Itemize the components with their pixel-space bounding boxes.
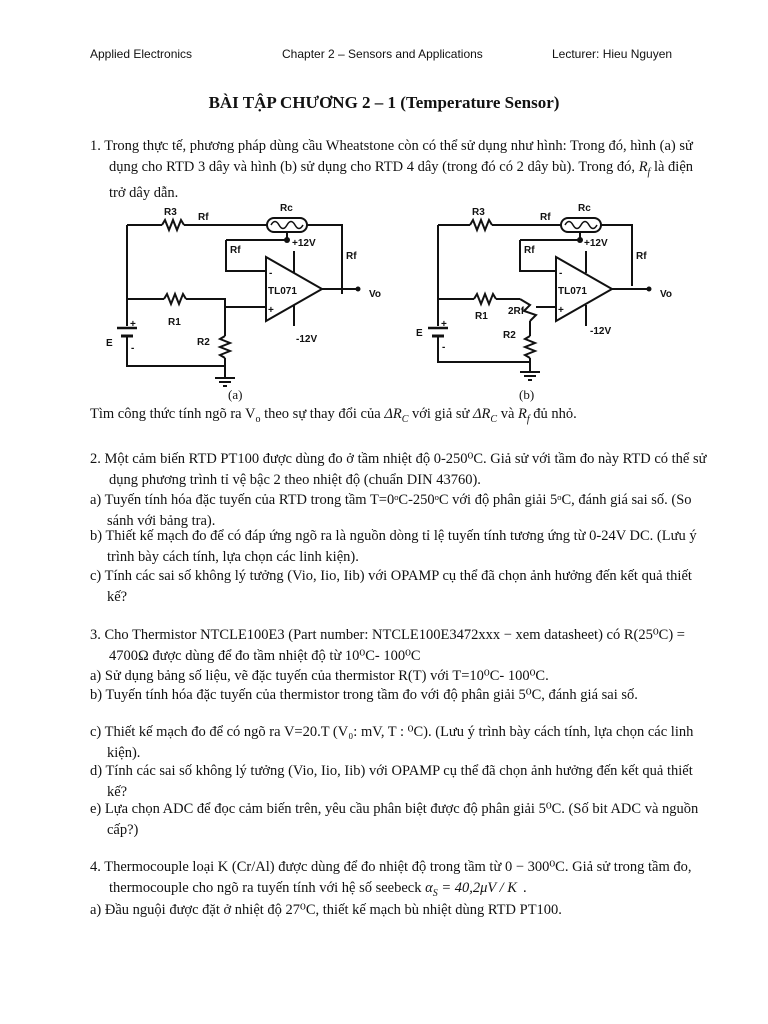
label-bat-minus-b: -	[442, 342, 446, 353]
question-2b: b) Thiết kế mạch đo để có đáp ứng ngõ ra là nguồn dòng tỉ lệ tuyến tính tương ứng từ 0-24V DC. (Lưu ý trình bày cách tính, lựa chọn các linh kiện).	[90, 528, 697, 565]
question-3-intro: 3. Cho Thermistor NTCLE100E3 (Part number: NTCLE100E3472xxx − xem datasheet) có R(25⁰C) = 4700Ω được dùng để đo tầm nhiệt độ từ 10⁰C- 100⁰C	[90, 627, 685, 664]
label-r3-b: R3	[472, 207, 485, 218]
label-rf-right-a: Rf	[346, 251, 357, 262]
question-3b: b) Tuyến tính hóa đặc tuyến của thermistor trong tầm đo với độ phân giải 5⁰C, đánh giá sai số.	[90, 687, 638, 703]
question-4-intro	[90, 857, 709, 904]
label-vo-b: Vo	[660, 289, 673, 300]
label-rf-right-b: Rf	[636, 251, 647, 262]
seebeck-value: = 40,2μV / K	[437, 880, 517, 896]
label-opamp-a: TL071	[268, 286, 297, 297]
label-minus12-b: -12V	[590, 326, 612, 337]
label-minus-a: -	[269, 268, 273, 279]
label-minus12-a: -12V	[296, 334, 318, 345]
rf-subscript: f	[647, 166, 651, 178]
q4-intro-end: .	[522, 880, 527, 896]
rf-subscript-2: f	[526, 413, 530, 425]
question-2c: c) Tính các sai số không lý tưởng (Vio, Iio, Iib) với OPAMP cụ thể đã chọn ảnh hưởng đến kết quả thiết kế?	[90, 568, 692, 605]
question-1-find	[90, 404, 710, 430]
circuit-a	[117, 218, 361, 386]
rf-symbol: R	[638, 159, 648, 175]
caption-b: (b)	[519, 387, 535, 402]
and-word: và	[500, 406, 515, 422]
question-3a: a) Sử dụng bảng số liệu, vẽ đặc tuyến của thermistor R(T) với T=10⁰C- 100⁰C.	[90, 668, 549, 684]
question-2-intro: 2. Một cảm biến RTD PT100 được dùng đo ở tầm nhiệt độ 0-250⁰C. Giả sử với tầm đo này RTD có thể sử dụng phương trình tỉ vệ bậc 2 theo nhiệt độ (chuẩn DIN 43760).	[90, 451, 707, 488]
page-title: BÀI TẬP CHƯƠNG 2 – 1 (Temperature Sensor)	[208, 93, 560, 112]
label-bat-plus-a: +	[130, 319, 136, 330]
find-text-c: với giả sử	[411, 406, 470, 422]
label-r2-a: R2	[197, 337, 210, 348]
circuit-diagrams	[0, 196, 768, 411]
label-e-b: E	[416, 328, 423, 339]
label-r2-b: R2	[503, 330, 516, 341]
delta-rc-symbol: ΔR	[384, 406, 402, 422]
label-r1-a: R1	[168, 317, 181, 328]
question-3c: c) Thiết kế mạch đo để có ngõ ra V=20.T (V₀: mV, T : ⁰C). (Lưu ý trình bày cách tính, lựa chọn các linh kiện).	[90, 724, 694, 761]
find-text-b: theo sự thay đổi của	[264, 406, 381, 422]
header-chapter: Chapter 2 – Sensors and Applications	[282, 47, 483, 61]
find-text-d: đủ nhỏ.	[533, 406, 577, 422]
question-4a: a) Đầu nguội được đặt ở nhiệt độ 27⁰C, thiết kế mạch bù nhiệt dùng RTD PT100.	[90, 902, 562, 918]
q1-text-a: 1. Trong thực tế, phương pháp dùng cầu Wheatstone còn có thể sử dụng như hình: Trong đó, hình (a) sử dụng cho RTD 3 dây và hình (b) sử dụng cho RTD 4 dây (trong đó có 2 dây bù). Trong đó,	[90, 138, 693, 175]
circuit-b	[428, 218, 652, 380]
header-course: Applied Electronics	[90, 47, 193, 61]
label-r1-b: R1	[475, 311, 488, 322]
question-3e: e) Lựa chọn ADC để đọc cảm biến trên, yêu cầu phân biệt được độ phân giải 5⁰C. (Số bit ADC và nguồn cấp?)	[90, 801, 699, 838]
q4-intro-text: 4. Thermocouple loại K (Cr/Al) được dùng để đo nhiệt độ trong tầm từ 0 − 300⁰C. Giả sử trong tầm đo, thermocouple cho ngõ ra tuyến tính với hệ số seebeck	[90, 859, 692, 896]
find-text-a: Tìm công thức tính ngõ ra V	[90, 406, 256, 422]
delta-rc-subscript: C	[401, 413, 409, 425]
question-1-text	[90, 136, 709, 204]
label-bat-minus-a: -	[131, 343, 135, 354]
q1-text-b: là điện trở dây dẫn.	[109, 159, 694, 201]
label-rf-top-b: Rf	[540, 212, 551, 223]
seebeck-subscript: S	[432, 887, 438, 899]
label-rc-a: Rc	[280, 203, 293, 214]
question-3d: d) Tính các sai số không lý tưởng (Vio, Iio, Iib) với OPAMP cụ thể đã chọn ảnh hưởng đến kết quả thiết kế?	[90, 763, 693, 800]
label-plus-b: +	[558, 305, 564, 316]
question-2a: a) Tuyến tính hóa đặc tuyến của RTD trong tầm T=0ᵒC-250ᵒC với độ phân giải 5ᵒC, đánh giá sai số. (So sánh với bảng tra).	[90, 492, 692, 529]
label-plus12-a: +12V	[292, 238, 316, 249]
delta-rc-subscript-2: C	[490, 413, 498, 425]
label-vo-a: Vo	[369, 289, 382, 300]
label-opamp-b: TL071	[558, 286, 587, 297]
label-bat-plus-b: +	[441, 319, 447, 330]
label-rf-left-a: Rf	[230, 245, 241, 256]
rf-symbol-2: R	[518, 406, 527, 422]
label-minus-b: -	[559, 268, 563, 279]
label-rf-top-a: Rf	[198, 212, 209, 223]
delta-rc-symbol-2: ΔR	[473, 406, 491, 422]
label-rc-b: Rc	[578, 203, 591, 214]
label-plus-a: +	[268, 305, 274, 316]
find-subscript: o	[255, 413, 261, 425]
seebeck-symbol: α	[425, 880, 433, 896]
header-lecturer: Lecturer: Hieu Nguyen	[552, 47, 673, 61]
caption-a: (a)	[228, 387, 243, 402]
label-rf-left-b: Rf	[524, 245, 535, 256]
label-r3-a: R3	[164, 207, 177, 218]
label-e-a: E	[106, 338, 113, 349]
label-2rf-b: 2Rf	[508, 306, 525, 317]
label-plus12-b: +12V	[584, 238, 608, 249]
